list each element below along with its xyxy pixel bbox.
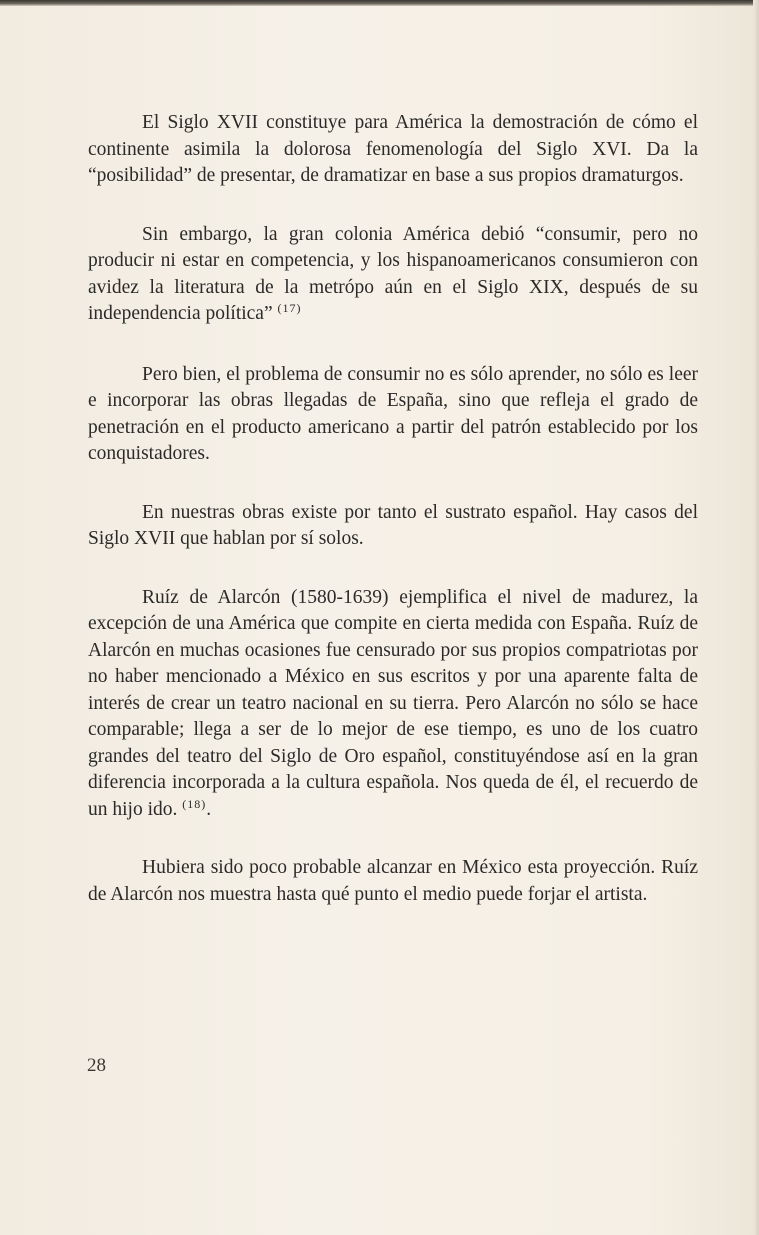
- paragraph-5-text: Ruíz de Alarcón (1580-1639) ejemplifica el nivel de madurez, la excepción de una América que compite en cierta medida con España. Ruíz de Alarcón en muchas ocasiones fue censurado por sus propios compatriotas por no haber mencionado a México en sus escritos y por una aparente falta de interés de crear un teatro nacional en su tierra. Pero Alarcón no sólo se hace comparable; llega a ser de lo mejor de ese tiempo, es uno de los cuatro grandes del teatro del Siglo de Oro español, constituyéndose así en la gran diferencia incorporada a la cultura española. Nos queda de él, el recuerdo de un hijo ido.: [88, 586, 698, 820]
- paragraph-3: [88, 362, 698, 468]
- paragraph-4-text: En nuestras obras existe por tanto el sustrato español. Hay casos del Siglo XVII que hablan por sí solos.: [88, 501, 698, 549]
- page-right-edge: [753, 0, 759, 1235]
- paragraph-2-text: Sin embargo, la gran colonia América debió “consumir, pero no producir ni estar en competencia, y los hispanoamericanos consumieron con avidez la literatura de la metrópo aún en el Siglo XIX, después de su independencia política”: [88, 223, 698, 324]
- page-number: 28: [87, 1055, 106, 1076]
- paragraph-3-text: Pero bien, el problema de consumir no es sólo aprender, no sólo es leer e incorporar las obras llegadas de España, sino que refleja el grado de penetración en el producto americano a partir del patrón establecido por los conquistadores.: [88, 363, 698, 464]
- paragraph-1-text: El Siglo XVII constituye para América la demostración de cómo el continente asimila la dolorosa fenomenología del Siglo XVI. Da la “posibilidad” de presentar, de dramatizar en base a sus propios dramaturgos.: [88, 112, 698, 186]
- page-top-edge: [0, 0, 759, 6]
- paragraph-4: [88, 500, 698, 553]
- paragraph-5: [88, 585, 698, 824]
- body-text: [88, 110, 698, 940]
- paragraph-2: [88, 222, 698, 328]
- paragraph-6: [88, 855, 698, 908]
- paragraph-5-trail: .: [206, 798, 212, 820]
- paragraph-6-text: Hubiera sido poco probable alcanzar en México esta proyección. Ruíz de Alarcón nos muestra hasta qué punto el medio puede forjar el artista.: [88, 857, 698, 905]
- footnote-ref-18: (18): [182, 796, 207, 811]
- paragraph-1: [88, 110, 698, 190]
- footnote-ref-17: (17): [277, 301, 302, 315]
